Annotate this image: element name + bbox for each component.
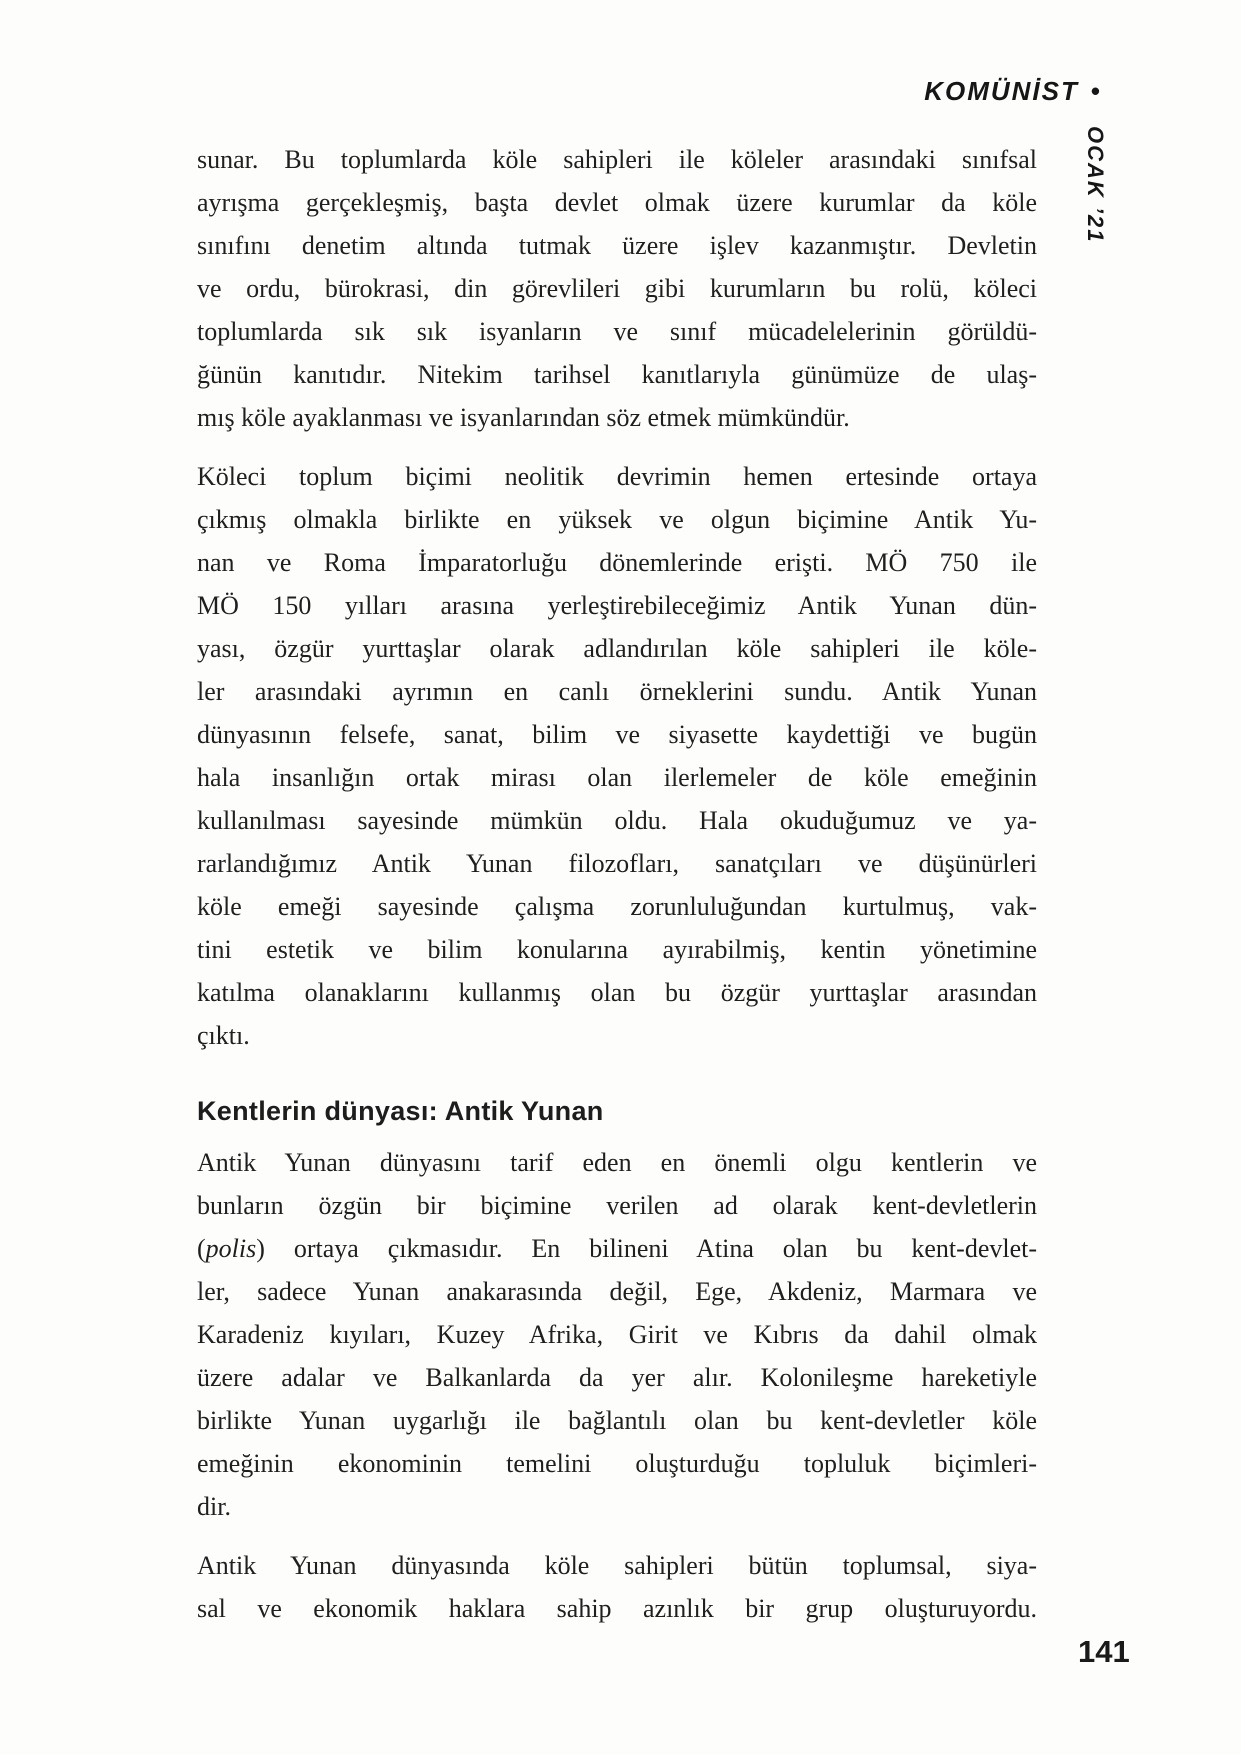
magazine-title: KOMÜNİST (924, 76, 1079, 106)
text-line: yası, özgür yurttaşlar olarak adlandırılan köle sahipleri ile köle- (197, 634, 1037, 663)
text-line: çıktı. (197, 1021, 250, 1050)
masthead-bullet: • (1090, 76, 1100, 106)
issue-date-vertical: OCAK ’21 (1083, 126, 1108, 244)
text-line: Antik Yunan dünyasında köle sahipleri bütün toplumsal, siya- (197, 1551, 1037, 1580)
body-paragraph (197, 138, 1037, 439)
text-line: birlikte Yunan uygarlığı ile bağlantılı olan bu kent-devletler köle (197, 1406, 1037, 1435)
body-paragraph (197, 1141, 1037, 1528)
line-remainder: ) ortaya çıkmasıdır. En bilineni Atina olan bu kent-devlet- (256, 1234, 1037, 1263)
body-text (197, 138, 1037, 1646)
text-line: nan ve Roma İmparatorluğu dönemlerinde erişti. MÖ 750 ile (197, 548, 1037, 577)
text-line: katılma olanaklarını kullanmış olan bu özgür yurttaşlar arasından (197, 978, 1037, 1007)
text-line: tini estetik ve bilim konularına ayırabilmiş, kentin yönetimine (197, 935, 1037, 964)
text-line: MÖ 150 yılları arasına yerleştirebileceğimiz Antik Yunan dün- (197, 591, 1037, 620)
text-line: Karadeniz kıyıları, Kuzey Afrika, Girit ve Kıbrıs da dahil olmak (197, 1320, 1037, 1349)
body-paragraph (197, 455, 1037, 1057)
text-line: Antik Yunan dünyasını tarif eden en önemli olgu kentlerin ve (197, 1148, 1037, 1177)
text-line: ve ordu, bürokrasi, din görevlileri gibi kurumların bu rolü, köleci (197, 274, 1037, 303)
text-line: ayrışma gerçekleşmiş, başta devlet olmak üzere kurumlar da köle (197, 188, 1037, 217)
text-line: kullanılması sayesinde mümkün oldu. Hala okuduğumuz ve ya- (197, 806, 1037, 835)
text-line: toplumlarda sık sık isyanların ve sınıf mücadelelerinin görüldü- (197, 317, 1037, 346)
text-line: mış köle ayaklanması ve isyanlarından söz etmek mümkündür. (197, 403, 850, 432)
text-line: üzere adalar ve Balkanlarda da yer alır. Kolonileşme hareketiyle (197, 1363, 1037, 1392)
text-line: köle emeği sayesinde çalışma zorunluluğundan kurtulmuş, vak- (197, 892, 1037, 921)
text-line: sınıfını denetim altında tutmak üzere işlev kazanmıştır. Devletin (197, 231, 1037, 260)
text-line: sal ve ekonomik haklara sahip azınlık bir grup oluşturuyordu. (197, 1594, 1037, 1623)
text-line: ler arasındaki ayrımın en canlı örneklerini sundu. Antik Yunan (197, 677, 1037, 706)
polis-term: polis (205, 1234, 257, 1263)
text-line: ğünün kanıtıdır. Nitekim tarihsel kanıtlarıyla günümüze de ulaş- (197, 360, 1037, 389)
text-line: emeğinin ekonominin temelini oluşturduğu topluluk biçimleri- (197, 1449, 1037, 1478)
text-line: çıkmış olmakla birlikte en yüksek ve olgun biçimine Antik Yu- (197, 505, 1037, 534)
text-line: Köleci toplum biçimi neolitik devrimin hemen ertesinde ortaya (197, 462, 1037, 491)
text-line: hala insanlığın ortak mirası olan ilerlemeler de köle emeğinin (197, 763, 1037, 792)
page-number: 141 (1078, 1634, 1130, 1669)
text-line: rarlandığımız Antik Yunan filozofları, sanatçıları ve düşünürleri (197, 849, 1037, 878)
text-line: bunların özgün bir biçimine verilen ad olarak kent-devletlerin (197, 1191, 1037, 1220)
text-line: sunar. Bu toplumlarda köle sahipleri ile köleler arasındaki sınıfsal (197, 145, 1037, 174)
running-head (924, 76, 1100, 107)
text-line: dir. (197, 1492, 231, 1521)
text-line-with-italic (197, 1227, 1037, 1270)
text-line: dünyasının felsefe, sanat, bilim ve siyasette kaydettiği ve bugün (197, 720, 1037, 749)
section-heading: Kentlerin dünyası: Antik Yunan (197, 1096, 604, 1126)
body-paragraph (197, 1544, 1037, 1630)
paren-open: ( (197, 1234, 206, 1263)
text-line: ler, sadece Yunan anakarasında değil, Ege, Akdeniz, Marmara ve (197, 1277, 1037, 1306)
